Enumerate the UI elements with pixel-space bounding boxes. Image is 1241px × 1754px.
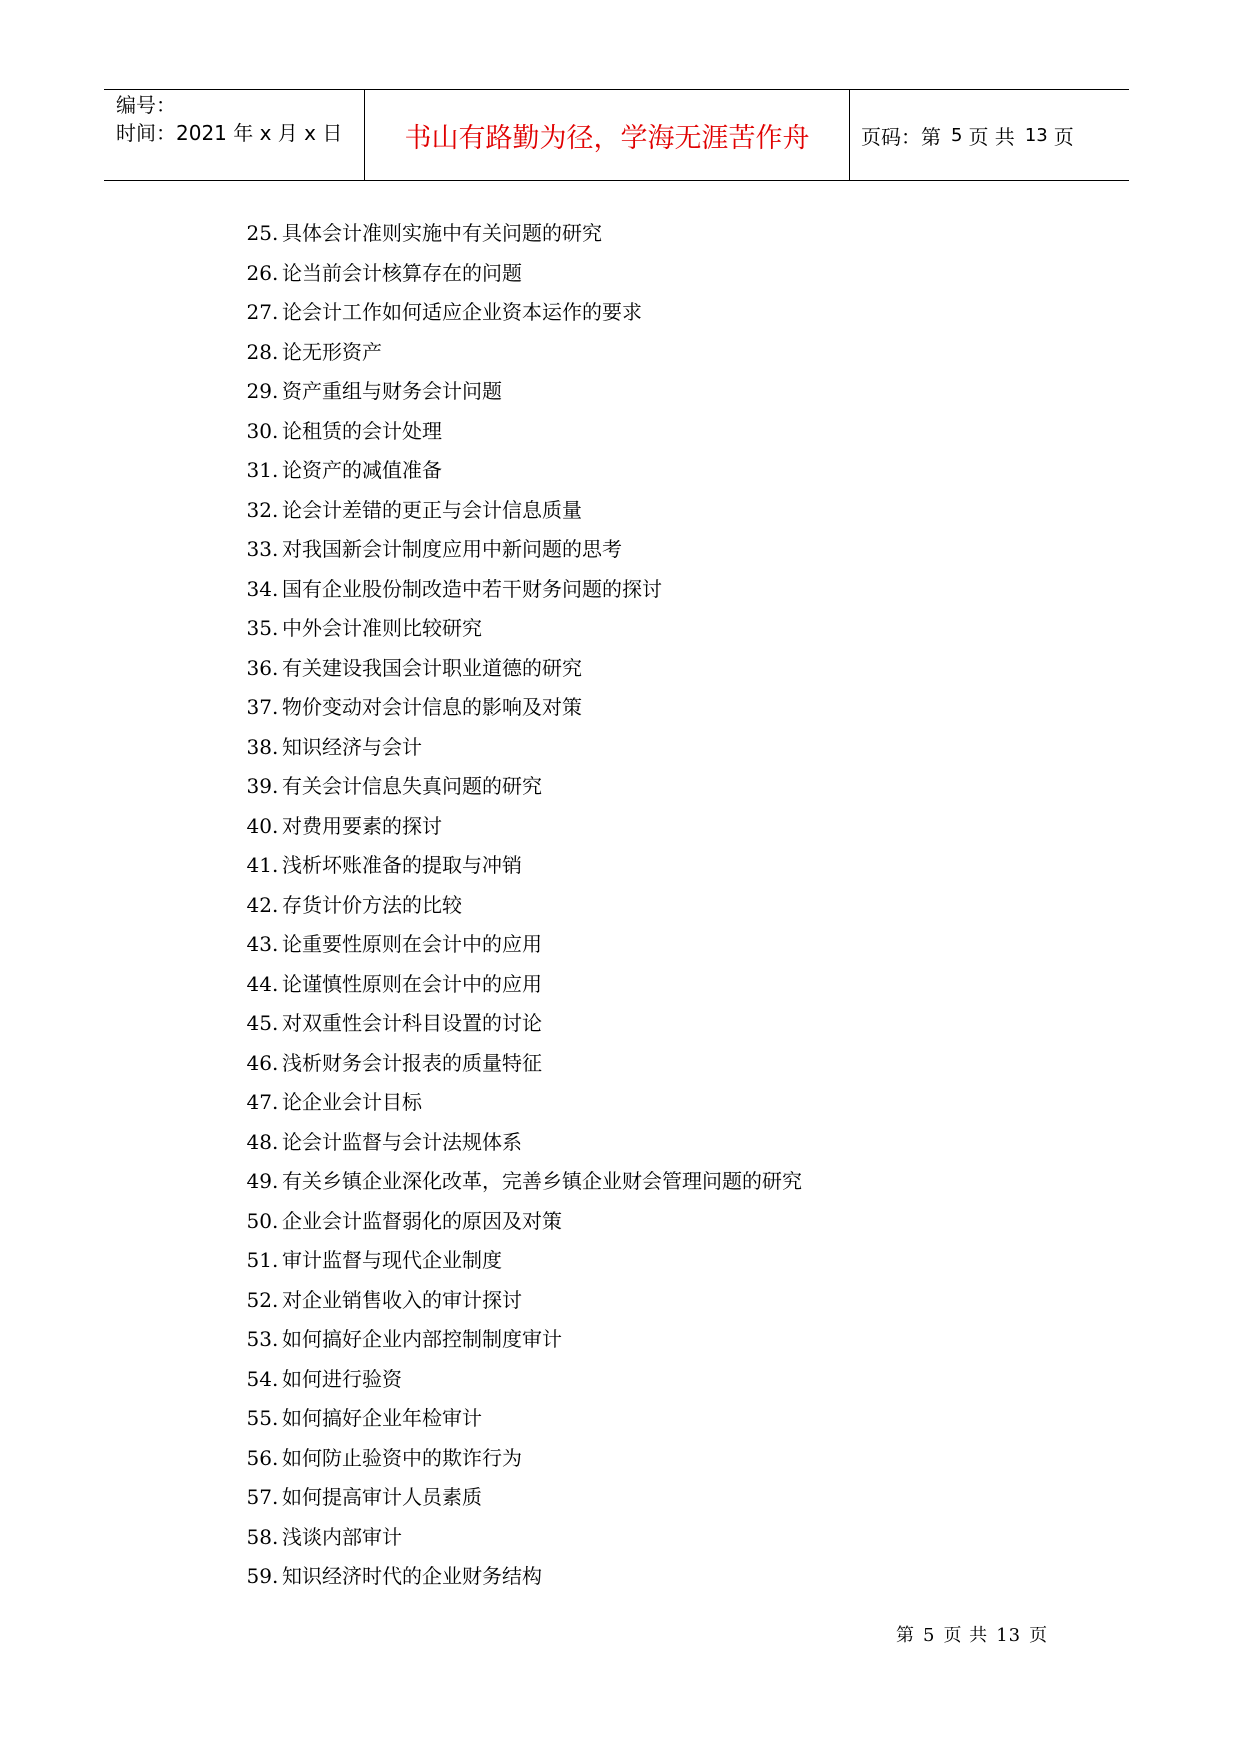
item-number: 52 (246, 1287, 272, 1312)
item-title: 论会计差错的更正与会计信息质量 (282, 497, 582, 522)
item-title: 浅谈内部审计 (282, 1524, 402, 1549)
item-title: 论重要性原则在会计中的应用 (282, 932, 542, 956)
item-separator: . (272, 1445, 279, 1470)
list-item (0, 1044, 1241, 1084)
item-separator: . (272, 1090, 279, 1114)
list-item (0, 530, 1241, 570)
list-item (0, 925, 1241, 965)
footer-suffix: 页 (1029, 1625, 1049, 1646)
time-label: 时间：2021 年 x 月 x 日 (116, 121, 343, 145)
item-separator: . (272, 932, 279, 956)
list-item (0, 1123, 1241, 1163)
list-item (0, 1241, 1241, 1281)
item-separator: . (272, 260, 279, 285)
item-title: 如何搞好企业年检审计 (282, 1406, 482, 1430)
item-number: 29 (246, 379, 272, 403)
item-separator: . (272, 221, 279, 245)
list-item (0, 570, 1241, 610)
item-number: 35 (246, 616, 272, 640)
item-number: 59 (246, 1564, 272, 1588)
list-item (0, 214, 1241, 254)
item-number: 39 (246, 774, 272, 798)
item-number: 54 (246, 1366, 272, 1391)
list-item (0, 412, 1241, 452)
list-item (0, 1360, 1241, 1400)
page-suffix: 页 (1053, 124, 1074, 149)
item-title: 浅析坏账准备的提取与冲销 (282, 853, 522, 877)
item-title: 浅析财务会计报表的质量特征 (282, 1050, 542, 1075)
item-number: 26 (246, 260, 272, 285)
item-number: 44 (246, 971, 272, 996)
item-number: 56 (246, 1445, 272, 1470)
item-number: 45 (246, 1011, 272, 1035)
page-prefix: 页码：第 (861, 124, 941, 149)
item-title: 论会计监督与会计法规体系 (282, 1129, 522, 1154)
item-number: 34 (246, 576, 272, 601)
list-item (0, 886, 1241, 926)
item-title: 论企业会计目标 (282, 1090, 422, 1114)
item-separator: . (272, 1287, 279, 1312)
item-separator: . (272, 655, 279, 680)
item-title: 对费用要素的探讨 (282, 813, 442, 838)
header-motto: 书山有路勤为径，学海无涯苦作舟 (404, 122, 810, 154)
list-item (0, 1281, 1241, 1321)
item-number: 27 (246, 300, 272, 324)
item-separator: . (272, 1129, 279, 1154)
footer-current: 5 (923, 1625, 936, 1646)
footer-prefix: 第 (896, 1625, 915, 1646)
item-number: 53 (246, 1327, 272, 1351)
page-mid: 页 共 (968, 124, 1015, 149)
list-item (0, 491, 1241, 531)
item-number: 38 (246, 734, 272, 759)
list-item (0, 1083, 1241, 1123)
list-item (0, 688, 1241, 728)
list-item (0, 451, 1241, 491)
item-separator: . (272, 1169, 279, 1193)
item-separator: . (272, 1327, 279, 1351)
item-number: 42 (246, 892, 272, 917)
list-item (0, 293, 1241, 333)
item-number: 33 (246, 537, 272, 561)
list-item (0, 1518, 1241, 1558)
item-separator: . (272, 695, 279, 719)
item-title: 具体会计准则实施中有关问题的研究 (282, 221, 602, 245)
header-divider (849, 90, 850, 180)
item-number: 40 (246, 813, 272, 838)
item-title: 物价变动对会计信息的影响及对策 (282, 695, 582, 719)
item-title: 论会计工作如何适应企业资本运作的要求 (282, 300, 642, 324)
item-separator: . (272, 458, 279, 482)
item-separator: . (272, 1406, 279, 1430)
item-number: 36 (246, 655, 272, 680)
item-number: 57 (246, 1485, 272, 1509)
topic-list (0, 214, 1241, 1597)
item-title: 对我国新会计制度应用中新问题的思考 (282, 537, 622, 561)
item-number: 48 (246, 1129, 272, 1154)
page-header (104, 89, 1129, 181)
page-total: 13 (1024, 124, 1048, 146)
list-item (0, 965, 1241, 1005)
list-item (0, 807, 1241, 847)
item-separator: . (272, 1248, 279, 1272)
item-number: 30 (246, 418, 272, 443)
item-title: 有关乡镇企业深化改革，完善乡镇企业财会管理问题的研究 (282, 1169, 802, 1193)
item-number: 31 (246, 458, 272, 482)
item-title: 对双重性会计科目设置的讨论 (282, 1011, 542, 1035)
item-number: 50 (246, 1208, 272, 1233)
item-separator: . (272, 774, 279, 798)
item-title: 企业会计监督弱化的原因及对策 (282, 1208, 562, 1233)
item-title: 有关会计信息失真问题的研究 (282, 774, 542, 798)
item-number: 47 (246, 1090, 272, 1114)
item-number: 43 (246, 932, 272, 956)
list-item (0, 1399, 1241, 1439)
item-separator: . (272, 576, 279, 601)
item-separator: . (272, 734, 279, 759)
header-meta (116, 90, 366, 180)
item-number: 28 (246, 339, 272, 364)
list-item (0, 372, 1241, 412)
item-separator: . (272, 537, 279, 561)
item-title: 知识经济与会计 (282, 734, 422, 759)
list-item (0, 649, 1241, 689)
list-item (0, 609, 1241, 649)
item-separator: . (272, 379, 279, 403)
item-title: 有关建设我国会计职业道德的研究 (282, 655, 582, 680)
item-number: 32 (246, 497, 272, 522)
item-separator: . (272, 1485, 279, 1509)
item-title: 论租赁的会计处理 (282, 418, 442, 443)
list-item (0, 254, 1241, 294)
item-title: 论谨慎性原则在会计中的应用 (282, 971, 542, 996)
item-title: 存货计价方法的比较 (282, 892, 462, 917)
item-number: 37 (246, 695, 272, 719)
item-separator: . (272, 1524, 279, 1549)
item-number: 25 (246, 221, 272, 245)
list-item (0, 846, 1241, 886)
item-title: 论资产的减值准备 (282, 458, 442, 482)
list-item (0, 1557, 1241, 1597)
item-number: 58 (246, 1524, 272, 1549)
item-title: 知识经济时代的企业财务结构 (282, 1564, 542, 1588)
list-item (0, 1004, 1241, 1044)
item-separator: . (272, 1011, 279, 1035)
list-item (0, 1202, 1241, 1242)
item-separator: . (272, 497, 279, 522)
list-item (0, 1162, 1241, 1202)
item-title: 如何搞好企业内部控制制度审计 (282, 1327, 562, 1351)
item-title: 论当前会计核算存在的问题 (282, 260, 522, 285)
item-title: 论无形资产 (282, 339, 382, 364)
footer-mid: 页 共 (943, 1625, 989, 1646)
list-item (0, 767, 1241, 807)
item-title: 中外会计准则比较研究 (282, 616, 482, 640)
list-item (0, 333, 1241, 373)
list-item (0, 728, 1241, 768)
header-page-number (861, 90, 1078, 180)
item-number: 55 (246, 1406, 272, 1430)
item-separator: . (272, 616, 279, 640)
item-separator: . (272, 300, 279, 324)
item-separator: . (272, 339, 279, 364)
item-title: 如何提高审计人员素质 (282, 1485, 482, 1509)
item-separator: . (272, 1564, 279, 1588)
item-title: 国有企业股份制改造中若干财务问题的探讨 (282, 576, 662, 601)
item-separator: . (272, 892, 279, 917)
item-separator: . (272, 971, 279, 996)
item-number: 41 (246, 853, 272, 877)
item-number: 51 (246, 1248, 272, 1272)
item-separator: . (272, 1050, 279, 1075)
item-title: 审计监督与现代企业制度 (282, 1248, 502, 1272)
item-title: 资产重组与财务会计问题 (282, 379, 502, 403)
item-title: 如何防止验资中的欺诈行为 (282, 1445, 522, 1470)
list-item (0, 1439, 1241, 1479)
serial-label: 编号： (116, 93, 176, 117)
item-separator: . (272, 1208, 279, 1233)
page-footer (896, 1621, 1056, 1647)
page-current: 5 (951, 124, 963, 146)
item-separator: . (272, 813, 279, 838)
item-number: 49 (246, 1169, 272, 1193)
item-number: 46 (246, 1050, 272, 1075)
list-item (0, 1478, 1241, 1518)
item-separator: . (272, 853, 279, 877)
footer-total: 13 (996, 1625, 1022, 1646)
item-separator: . (272, 1366, 279, 1391)
item-title: 对企业销售收入的审计探讨 (282, 1287, 522, 1312)
item-title: 如何进行验资 (282, 1366, 402, 1391)
item-separator: . (272, 418, 279, 443)
list-item (0, 1320, 1241, 1360)
